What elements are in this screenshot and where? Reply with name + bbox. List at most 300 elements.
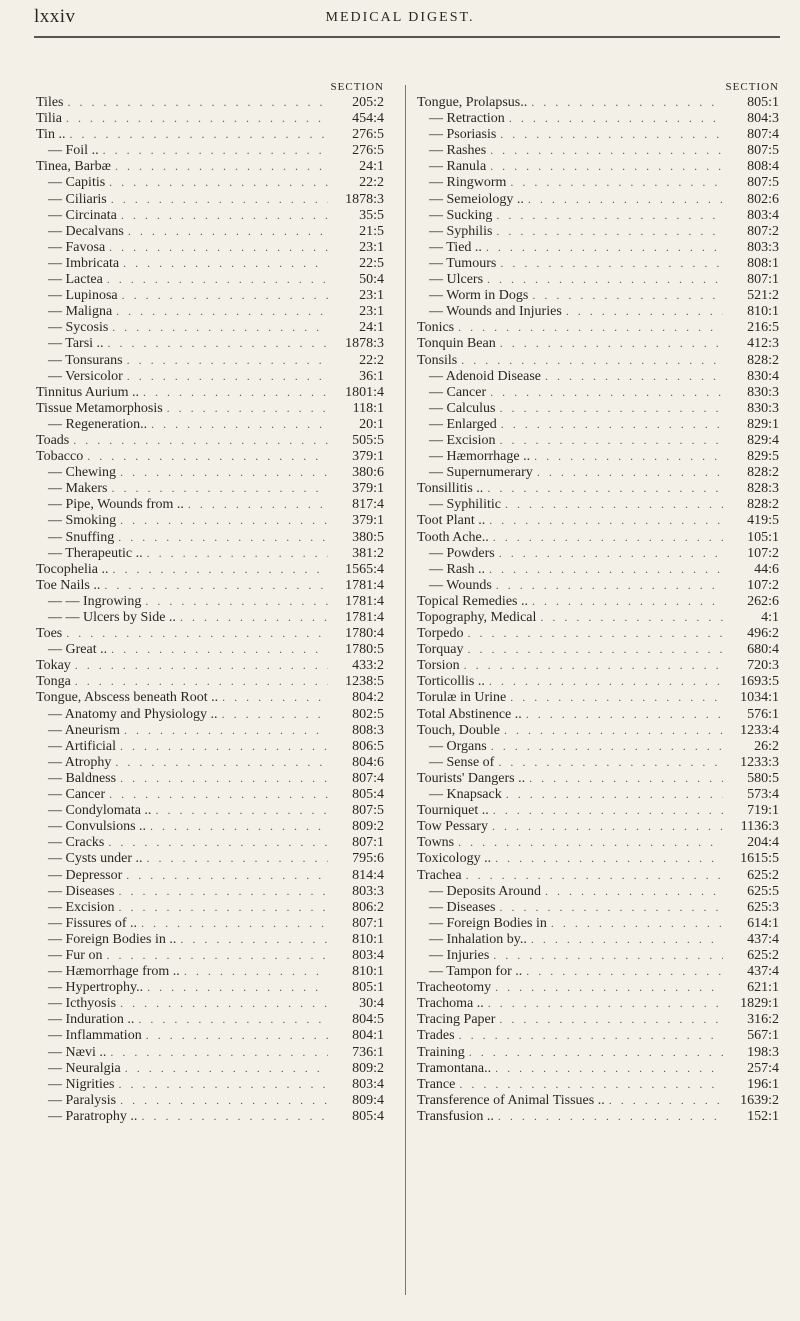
index-entry [417,110,779,126]
leader-dots [541,368,723,384]
index-entry [36,754,384,770]
entry-section-ref: 830:3 [747,384,779,400]
entry-section-ref: 829:1 [747,416,779,432]
leader-dots [485,673,723,689]
leader-dots [104,335,328,351]
index-entry [36,979,384,995]
index-entry [36,94,384,110]
index-entry [417,335,779,351]
entry-term: — Supernumerary [429,465,533,481]
index-entry [417,689,779,705]
entry-section-ref: 807:5 [747,175,779,191]
leader-dots [134,1011,328,1027]
leader-dots [151,802,328,818]
entry-section-ref: 810:1 [352,964,384,980]
index-entry [36,464,384,480]
index-entry [36,512,384,528]
leader-dots [106,1044,328,1060]
leader-dots [122,867,328,883]
leader-dots [522,963,723,979]
entry-term: — Enlarged [429,416,497,432]
leader-dots [112,303,328,319]
index-entry [36,352,384,368]
entry-section-ref: 380:6 [352,465,384,481]
entry-section-ref: 1780:5 [345,642,384,658]
leader-dots [489,802,723,818]
index-entry [36,722,384,738]
index-entry [417,352,779,368]
entry-term: — Maligna [48,304,113,320]
entry-section-ref: 828:2 [747,497,779,513]
index-entry [417,448,779,464]
leader-dots [123,352,328,368]
entry-term: — Tonsurans [48,352,123,368]
index-entry [417,738,779,754]
leader-dots [65,126,328,142]
leader-dots [62,110,328,126]
index-entry [417,368,779,384]
index-column-left [36,80,384,1124]
section-heading: SECTION [330,81,384,93]
leader-dots [486,142,723,158]
index-entry [36,641,384,657]
leader-dots [525,770,723,786]
leader-dots [115,1076,329,1092]
leader-dots [547,915,723,931]
entry-term: — Foreign Bodies in .. [48,931,177,947]
entry-section-ref: 379:1 [352,513,384,529]
entry-term: — Foil .. [48,143,99,159]
leader-dots [104,834,328,850]
entry-section-ref: 437:4 [747,931,779,947]
entry-term: — Pipe, Wounds from .. [48,497,184,513]
entry-term: — Fissures of .. [48,915,138,931]
index-entry [36,1092,384,1108]
index-entry [417,963,779,979]
leader-dots [455,1076,723,1092]
index-entry [36,207,384,223]
entry-section-ref: 817:4 [352,497,384,513]
entry-term: Tourists' Dangers .. [417,770,526,786]
entry-term: Training [417,1044,465,1060]
entry-term: — Neuralgia [48,1060,121,1076]
entry-term: — Diseases [48,883,115,899]
leader-dots [533,464,723,480]
running-title: MEDICAL DIGEST. [325,10,475,25]
index-entry [36,448,384,464]
leader-dots [141,593,328,609]
entry-section-ref: 1693:5 [740,674,779,690]
leader-dots [109,561,329,577]
entry-section-ref: 30:4 [359,996,384,1012]
leader-dots [494,754,723,770]
entry-term: Tonics [417,320,455,336]
index-entry [36,1011,384,1027]
leader-dots [116,512,328,528]
leader-dots [107,641,328,657]
entry-term: Touch, Double [417,722,501,738]
entry-term: — Retraction [429,111,505,127]
entry-term: — Powders [429,545,495,561]
entry-section-ref: 1781:4 [345,610,384,625]
entry-term: Topography, Medical [417,610,537,625]
entry-term: Transference of Animal Tissues .. [417,1092,605,1108]
index-entry [36,319,384,335]
entry-term: — Wounds and Injuries [429,304,562,320]
leader-dots [108,319,328,335]
entry-term: — Smoking [48,513,117,529]
index-entry [417,303,779,319]
index-entry [36,577,384,593]
index-entry [417,1092,779,1108]
leader-dots [120,722,328,738]
entry-section-ref: 276:5 [352,127,384,143]
entry-section-ref: 198:3 [747,1044,779,1060]
entry-section-ref: 810:1 [352,931,384,947]
index-entry [36,384,384,400]
entry-term: — Worm in Dogs [429,288,529,304]
entry-section-ref: 810:1 [747,304,779,320]
index-entry [36,223,384,239]
entry-section-ref: 621:1 [747,980,779,996]
entry-term: Tocophelia .. [36,561,109,577]
leader-dots [139,384,328,400]
leader-dots [496,400,724,416]
entry-term: — Excision [48,899,115,915]
leader-dots [530,448,723,464]
index-entry [36,689,384,705]
leader-dots [605,1092,723,1108]
entry-term: — Inhalation by.. [429,931,527,947]
entry-term: — Knapsack [429,787,502,803]
entry-section-ref: 829:4 [747,432,779,448]
leader-dots [116,995,328,1011]
index-entry [417,915,779,931]
entry-term: Tonsillitis .. [417,481,484,497]
leader-dots [495,545,723,561]
entry-section-ref: 205:2 [352,95,384,110]
entry-term: Tiles [36,95,64,110]
index-entry [417,384,779,400]
entry-term: — Paratrophy .. [48,1108,138,1124]
entry-term: — Ringworm [429,175,507,191]
entry-term: Transfusion .. [417,1108,494,1124]
entry-term: Tonsils [417,352,458,368]
entry-section-ref: 1565:4 [345,561,384,577]
leader-dots [176,931,328,947]
entry-section-ref: 152:1 [747,1108,779,1124]
entry-term: — Tumours [429,255,497,271]
entry-term: Tobacco [36,449,84,465]
entry-section-ref: 807:1 [747,272,779,288]
entry-term: — Artificial [48,738,117,754]
leader-dots [137,1108,328,1124]
leader-dots [527,931,723,947]
entry-section-ref: 204:4 [747,835,779,851]
index-entry [36,995,384,1011]
leader-dots [142,1027,328,1043]
entry-section-ref: 1878:3 [345,191,384,207]
entry-section-ref: 107:2 [747,545,779,561]
entry-section-ref: 23:1 [359,239,384,255]
entry-section-ref: 829:5 [747,449,779,465]
entry-section-ref: 44:6 [754,561,779,577]
entry-section-ref: 807:5 [352,803,384,819]
leader-dots [488,818,723,834]
entry-term: — Sycosis [48,320,109,336]
leader-dots [492,207,723,223]
index-column-right [417,80,779,1124]
entry-term: — Semeiology .. [429,191,524,207]
leader-dots [115,883,329,899]
entry-section-ref: 24:1 [359,159,384,175]
leader-dots [103,271,328,287]
entry-term: Tongue, Prolapsus.. [417,95,528,110]
entry-section-ref: 419:5 [747,513,779,529]
leader-dots [487,738,723,754]
leader-dots [541,883,723,899]
index-entry [417,577,779,593]
entry-section-ref: 26:2 [754,738,779,754]
entry-term: — Sense of [429,754,495,770]
entry-term: — Chewing [48,465,117,481]
leader-dots [105,174,328,190]
entry-section-ref: 1233:4 [740,722,779,738]
header-rule [34,36,780,38]
index-entry [417,464,779,480]
entry-section-ref: 804:1 [352,1028,384,1044]
entry-section-ref: 828:2 [747,352,779,368]
leader-dots [527,94,723,110]
entry-term: — Versicolor [48,368,123,384]
leader-dots [115,899,329,915]
index-entry [36,818,384,834]
entry-term: Total Abstinence .. [417,706,522,722]
index-entry [36,867,384,883]
leader-dots [83,448,328,464]
entry-term: — Deposits Around [429,883,541,899]
index-entry [36,1076,384,1092]
index-entry [36,1060,384,1076]
leader-dots [528,593,723,609]
entry-section-ref: 316:2 [747,1012,779,1028]
leader-dots [454,834,723,850]
leader-dots [105,786,328,802]
entry-term: — Imbricata [48,255,120,271]
leader-dots [502,786,723,802]
index-entry [36,239,384,255]
entry-section-ref: 24:1 [359,320,384,336]
entry-section-ref: 828:3 [747,481,779,497]
entry-section-ref: 809:2 [352,819,384,835]
index-entry [417,319,779,335]
entry-section-ref: 496:2 [747,626,779,642]
index-entry [36,271,384,287]
entry-term: — Capitis [48,175,106,191]
leader-dots [496,126,723,142]
entry-term: Trance [417,1076,456,1092]
entry-section-ref: 625:2 [747,947,779,963]
section-heading: SECTION [725,81,779,93]
entry-section-ref: 807:4 [352,770,384,786]
entry-term: Tissue Metamorphosis [36,400,163,416]
entry-section-ref: 804:2 [352,690,384,706]
entry-term: Tooth Ache.. [417,529,489,545]
entry-term: Tourniquet .. [417,803,489,819]
leader-dots [528,287,723,303]
entry-section-ref: 1781:4 [345,593,384,609]
entry-term: — Favosa [48,239,106,255]
entry-term: — Tampon for .. [429,964,523,980]
index-entry [36,191,384,207]
index-entry [417,1076,779,1092]
index-entry [417,931,779,947]
entry-section-ref: 118:1 [352,400,384,416]
entry-term: — Regeneration.. [48,416,148,432]
index-entry [417,947,779,963]
entry-section-ref: 1780:4 [345,626,384,642]
leader-dots [102,947,328,963]
index-entry [36,400,384,416]
index-entry [36,303,384,319]
leader-dots [485,561,723,577]
index-entry [417,722,779,738]
entry-term: Tilia [36,111,62,127]
index-entry [36,1044,384,1060]
entry-section-ref: 828:2 [747,465,779,481]
entry-section-ref: 379:1 [352,449,384,465]
entry-term: — Cancer [429,384,487,400]
index-entry [36,850,384,866]
index-entry [36,480,384,496]
index-entry [417,1044,779,1060]
leader-dots [494,1108,723,1124]
index-entry [417,1060,779,1076]
leader-dots [483,480,723,496]
leader-dots [497,416,723,432]
entry-section-ref: 803:4 [352,1076,384,1092]
leader-dots [491,850,723,866]
entry-term: — Diseases [429,899,496,915]
index-entry [36,673,384,689]
index-entry [417,94,779,110]
index-entry [36,802,384,818]
index-entry [417,786,779,802]
entry-term: — — Ingrowing [48,593,142,609]
entry-section-ref: 808:1 [747,255,779,271]
entry-term: Toads [36,432,70,448]
index-entry [417,706,779,722]
index-entry [417,834,779,850]
leader-dots [457,352,723,368]
entry-section-ref: 380:5 [352,529,384,545]
index-entry [417,529,779,545]
index-entry [417,673,779,689]
index-entry [36,706,384,722]
leader-dots [163,400,328,416]
index-entry [36,496,384,512]
entry-section-ref: 805:1 [352,980,384,996]
entry-section-ref: 573:4 [747,787,779,803]
entry-term: — Snuffing [48,529,115,545]
entry-term: — Organs [429,738,487,754]
leader-dots [496,255,723,271]
entry-section-ref: 680:4 [747,642,779,658]
leader-dots [184,496,328,512]
leader-dots [118,287,328,303]
index-entry [36,770,384,786]
index-entry [36,255,384,271]
leader-dots [491,979,723,995]
entry-term: — Fur on [48,947,103,963]
leader-dots [116,1092,328,1108]
entry-term: Torsion [417,658,460,674]
entry-section-ref: 807:1 [352,915,384,931]
index-entry [36,947,384,963]
entry-term: Toe Nails .. [36,577,101,593]
index-entry [36,786,384,802]
entry-section-ref: 807:5 [747,143,779,159]
entry-term: — Induration .. [48,1012,135,1028]
entry-term: Towns [417,835,455,851]
entry-section-ref: 1639:2 [740,1092,779,1108]
index-entry [417,899,779,915]
index-entry [417,158,779,174]
entry-term: — Lactea [48,272,103,288]
index-entry [417,754,779,770]
leader-dots [496,899,724,915]
index-entry [417,191,779,207]
index-entry [36,368,384,384]
entry-term: Torpedo [417,626,464,642]
entry-section-ref: 107:2 [747,577,779,593]
leader-dots [143,545,328,561]
entry-section-ref: 22:2 [359,175,384,191]
leader-dots [119,255,328,271]
index-entry [417,979,779,995]
entry-term: — Inflammation [48,1028,142,1044]
entry-section-ref: 808:4 [747,159,779,175]
index-entry [417,883,779,899]
entry-term: — Foreign Bodies in [429,915,547,931]
index-entry [36,545,384,561]
entry-section-ref: 580:5 [747,770,779,786]
entry-section-ref: 803:3 [747,239,779,255]
index-entry [417,545,779,561]
entry-section-ref: 803:4 [747,207,779,223]
leader-dots [108,480,329,496]
leader-dots [137,915,328,931]
entry-term: — Condylomata .. [48,803,152,819]
entry-section-ref: 736:1 [352,1044,384,1060]
entry-section-ref: 379:1 [352,481,384,497]
entry-section-ref: 806:5 [352,738,384,754]
leader-dots [218,689,328,705]
entry-term: — Makers [48,481,108,497]
index-entry [36,432,384,448]
index-entry [36,142,384,158]
entry-section-ref: 276:5 [352,143,384,159]
index-entry [36,174,384,190]
entry-list [36,94,384,1124]
entry-section-ref: 505:5 [352,432,384,448]
index-entry [417,126,779,142]
entry-term: — Depressor [48,867,123,883]
index-entry [36,657,384,673]
entry-section-ref: 1233:3 [740,754,779,770]
entry-term: — Syphilitic [429,497,501,513]
index-entry [36,126,384,142]
